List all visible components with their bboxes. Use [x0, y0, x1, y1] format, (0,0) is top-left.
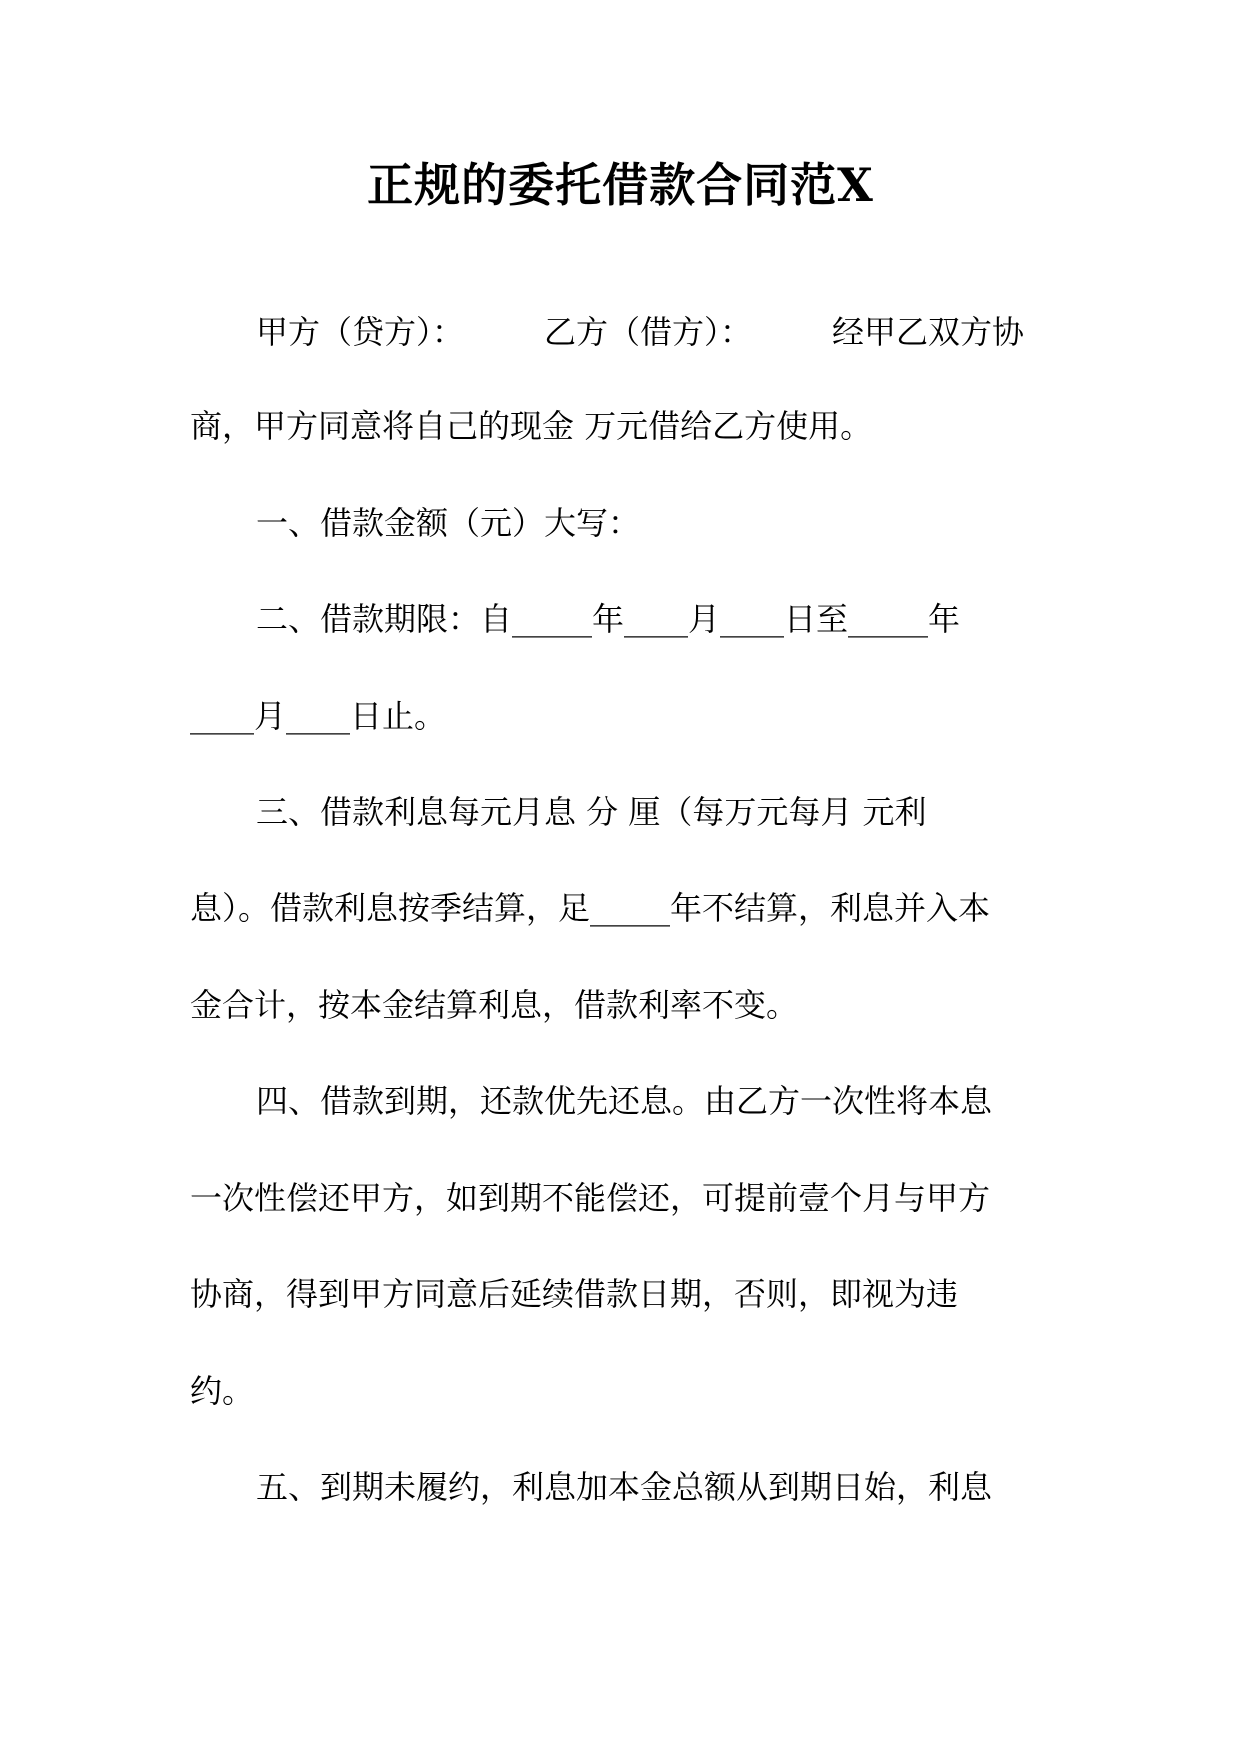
clause-3-line-1: 三、借款利息每元月息 分 厘（每万元每月 元利: [256, 793, 927, 831]
paragraph-parties-line-1: 甲方（贷方）： 乙方（借方）： 经甲乙双方协: [256, 313, 1025, 351]
paragraph-parties-line-2: 商，甲方同意将自己的现金 万元借给乙方使用。: [190, 407, 873, 445]
clause-3-line-2: 息）。借款利息按季结算，足_____年不结算，利息并入本: [190, 889, 991, 927]
clause-4-line-4: 约。: [190, 1372, 255, 1410]
clause-2-line-2: ____月____日止。: [190, 697, 447, 735]
document-title: 正规的委托借款合同范X: [367, 158, 874, 212]
clause-4-line-2: 一次性偿还甲方，如到期不能偿还，可提前壹个月与甲方: [190, 1179, 991, 1217]
clause-3-line-3: 金合计，按本金结算利息，借款利率不变。: [190, 986, 799, 1024]
clause-4-line-3: 协商，得到甲方同意后延续借款日期，否则，即视为违: [190, 1275, 959, 1313]
clause-1-line-1: 一、借款金额（元）大写：: [256, 504, 641, 542]
clause-2-line-1: 二、借款期限：自_____年____月____日至_____年: [256, 600, 961, 638]
clause-4-line-1: 四、借款到期，还款优先还息。由乙方一次性将本息: [256, 1082, 993, 1120]
clause-5-line-1: 五、到期未履约，利息加本金总额从到期日始，利息: [256, 1468, 993, 1506]
